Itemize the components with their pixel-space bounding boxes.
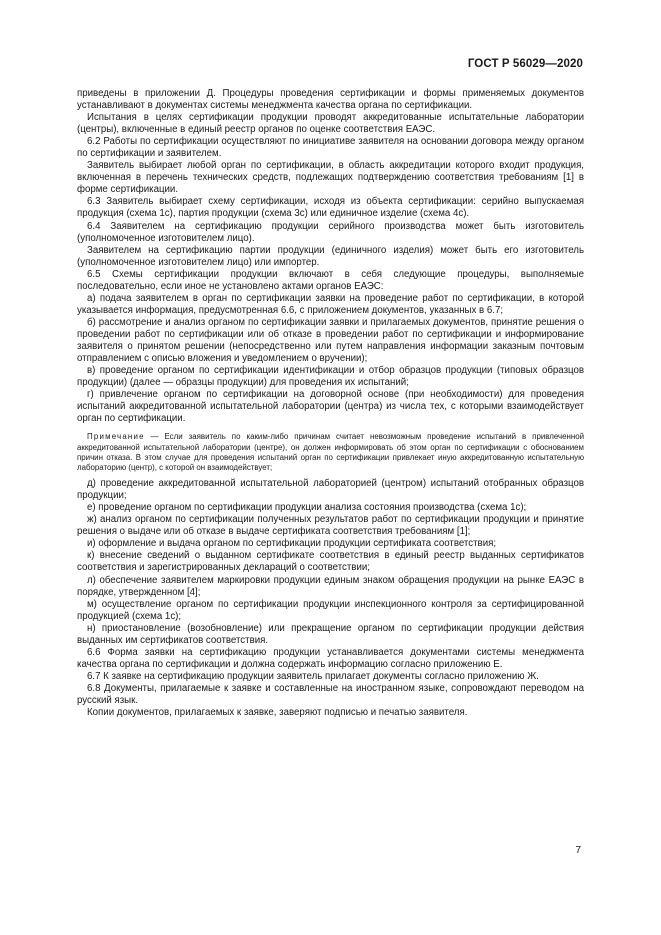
document-header: ГОСТ Р 56029—2020: [467, 58, 583, 70]
list-item: и) оформление и выдача органом по сертификации продукции сертификата соответствия;: [87, 538, 497, 550]
paragraph: Заявителем на сертификацию партии продукции (единичного изделия) может быть его изготовитель (уполномоченное изготовителем лицо) или импортер.: [77, 244, 584, 268]
paragraph: Испытания в целях сертификации продукции проводят аккредитованные испытательные лаборатории (центры), включенные в единый реестр органов по оценке соответствия ЕАЭС.: [77, 112, 584, 136]
paragraph: 6.6 Форма заявки на сертификацию продукции устанавливается документами системы менеджмента качества органа по сертификации и должна содержать информацию согласно приложению Е.: [77, 646, 584, 670]
list-item: е) проведение органом по сертификации продукции анализа состояния производства (схема 1с);: [87, 502, 527, 514]
list-item: н) приостановление (возобновление) или прекращение органом по сертификации продукции действия выданных им сертификатов соответствия.: [77, 622, 584, 646]
paragraph: приведены в приложении Д. Процедуры проведения сертификации и формы применяемых документов устанавливают в документах системы менеджмента качества органа по сертификации.: [77, 88, 584, 112]
list-item: в) проведение органом по сертификации идентификации и отбор образцов продукции (типовых образцов продукции) (далее — образцы продукции) для проведения их испытаний;: [77, 365, 584, 389]
paragraph: 6.3 Заявитель выбирает схему сертификации, исходя из объекта сертификации: серийно выпускаемая продукция (схема 1с), партия продукции (схема 3с) или единичное изделие (схема 4с).: [77, 196, 584, 220]
list-item: м) осуществление органом по сертификации продукции инспекционного контроля за сертифицированной продукцией (схема 1с);: [77, 598, 584, 622]
paragraph: 6.7 К заявке на сертификацию продукции заявитель прилагает документы согласно приложению Ж.: [87, 670, 539, 682]
list-item: ж) анализ органом по сертификации полученных результатов работ по сертификации продукции и принятие решения о выдаче или об отказе в выдаче сертификата соответствия требованиям [1];: [77, 514, 584, 538]
paragraph: 6.2 Работы по сертификации осуществляют по инициативе заявителя на основании договора между органом по сертификации и заявителем.: [77, 136, 584, 160]
list-item: д) проведение аккредитованной испытательной лабораторией (центром) испытаний отобранных образцов продукции;: [77, 478, 584, 502]
note: [77, 432, 584, 473]
list-item: г) привлечение органом по сертификации на договорной основе (при необходимости) для проведения испытаний аккредитованной испытательной лаборатории (центра) из числа тех, с которыми взаимодействует орган по сертификации.: [77, 389, 584, 425]
paragraph: Копии документов, прилагаемых к заявке, заверяют подписью и печатью заявителя.: [87, 707, 468, 719]
paragraph: 6.5 Схемы сертификации продукции включают в себя следующие процедуры, выполняемые последовательно, если иное не установлено актами органов ЕАЭС:: [77, 268, 584, 292]
paragraph: 6.8 Документы, прилагаемые к заявке и составленные на иностранном языке, сопровождают переводом на русский язык.: [77, 682, 584, 706]
note-label: Примечание: [87, 432, 145, 442]
paragraph: 6.4 Заявителем на сертификацию продукции серийного производства может быть изготовитель (уполномоченное изготовителем лицо).: [77, 220, 584, 244]
list-item: б) рассмотрение и анализ органом по сертификации заявки и прилагаемых документов, принятие решения о проведении работ по сертификации или об отказе в проведении работ по сертификации и информирование заявителя о принятом решении (непосредственно или путем направления информации заказным почтовым отправлением с описью вложения и уведомлением о вручении);: [77, 316, 584, 365]
document-body: [77, 88, 584, 719]
list-item: а) подача заявителем в орган по сертификации заявки на проведение работ по сертификации, в которой указывается информация, предусмотренная 6.6, с приложением документов, указанных в 6.7;: [77, 292, 584, 316]
list-item: к) внесение сведений о выданном сертификате соответствия в единый реестр выданных сертификатов соответствия и зарегистрированных деклараций о соответствии;: [77, 550, 584, 574]
page-number: 7: [575, 845, 581, 856]
list-item: л) обеспечение заявителем маркировки продукции единым знаком обращения продукции на рынке ЕАЭС в порядке, утвержденном [4];: [77, 574, 584, 598]
note-text: — Если заявитель по каким-либо причинам считает невозможным проведение испытаний в привлеченной аккредитованной испытательной лаборатории (центре), он должен информировать об этом орган по сертификации с обоснованием причин отказа. В этом случае для проведения испытаний орган по сертификации привлекает иную аккредитованную испытательную лабораторию (центр), с которой он взаимодействует;: [77, 432, 584, 472]
paragraph: Заявитель выбирает любой орган по сертификации, в область аккредитации которого входит продукция, включенная в перечень технических средств, подлежащих подтверждению соответствия требованиям [1] в форме сертификации.: [77, 160, 584, 196]
